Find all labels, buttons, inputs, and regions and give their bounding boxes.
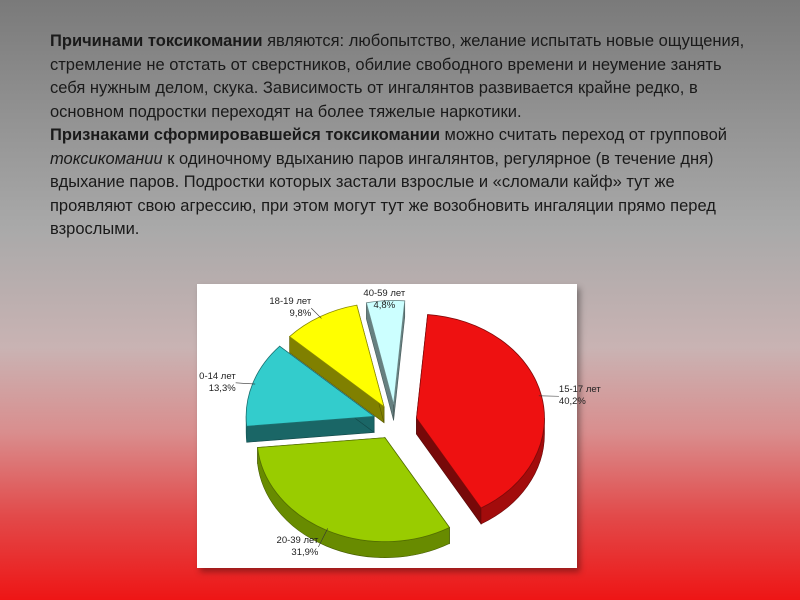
pie-label-category: 20-39 лет [276, 535, 319, 547]
pie-label-value: 13,3% [208, 382, 236, 394]
pie-label-value: 4,8% [373, 300, 396, 311]
pie-leader-line [311, 308, 321, 318]
signs-heading: Признаками сформировавшейся токсикомании [50, 126, 440, 144]
pie-label-category: 0-14 лет [199, 370, 236, 382]
pie-label-category: 40-59 лет [363, 288, 406, 299]
pie-chart-svg [197, 284, 601, 568]
causes-text: являются: любопытство, желание испытать новые ощущения, стремление не отстать от сверстников, обилие свободного времени и неумение занять себя нужным делом, скука. Зависимость от ингалянтов развивается крайне редко, в основном подростки переходят на более тяжелые наркотики. [50, 32, 745, 121]
pie-label-value: 31,9% [291, 547, 319, 559]
pie-label-value: 40,2% [558, 396, 586, 408]
pie-label-category: 15-17 лет [558, 384, 601, 396]
causes-heading: Причинами токсикомании [50, 32, 263, 50]
pie-label-category: 18-19 лет [269, 296, 312, 308]
pie-label-value: 9,8% [289, 308, 312, 320]
body-text [50, 30, 750, 242]
signs-text-italic: токсикомании [50, 149, 163, 168]
pie-chart [197, 284, 601, 568]
signs-text-b: к одиночному вдыханию паров ингалянтов, регулярное (в течение дня) вдыхание паров. Подростки которых застали взрослые и «сломали кайф» тут же проявляют свою агрессию, при этом могут тут же возобновить ингаляции прямо перед взрослыми. [50, 149, 716, 238]
pie-slice-top [258, 438, 450, 542]
pie-slice-0 [416, 315, 544, 524]
signs-text-a: можно считать переход от групповой [439, 126, 728, 144]
pie-leader-line [236, 383, 255, 384]
